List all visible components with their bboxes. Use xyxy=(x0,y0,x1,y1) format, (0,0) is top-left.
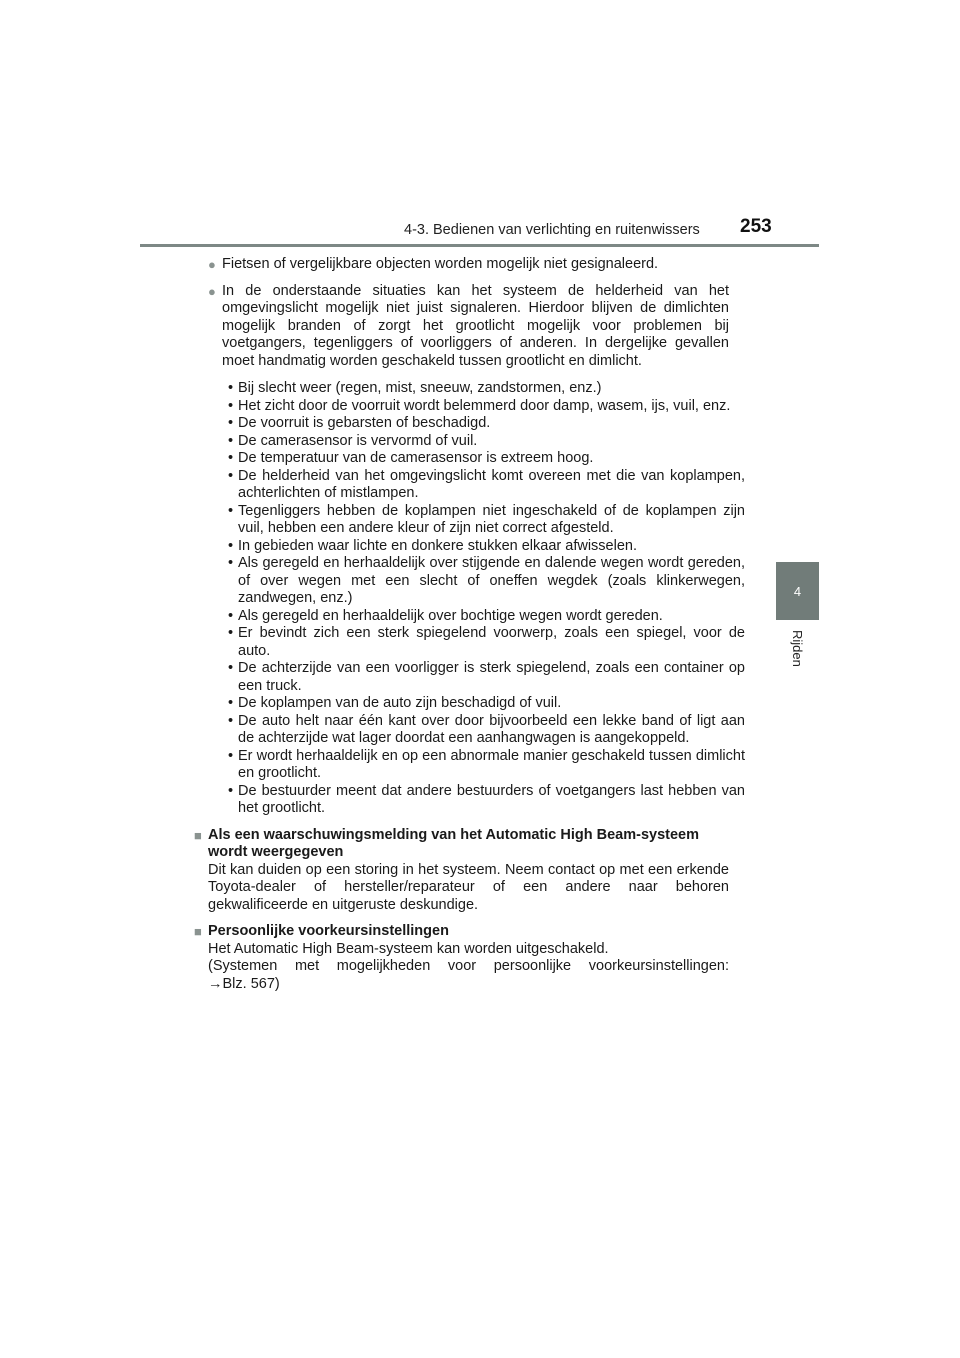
chapter-number: 4 xyxy=(793,583,802,599)
bullet-item xyxy=(192,283,729,371)
chapter-tab[interactable] xyxy=(776,562,819,620)
list-item: • In gebieden waar lichte en donkere stukken elkaar afwisselen. xyxy=(228,537,637,554)
list-item: • Bij slecht weer (regen, mist, sneeuw, zandstormen, enz.) xyxy=(228,380,602,396)
list-item: • De koplampen van de auto zijn beschadigd of vuil. xyxy=(228,695,562,711)
list-item: • De bestuurder meent dat andere bestuurders of voetgangers last hebben van het grootlicht. xyxy=(228,782,745,816)
section-warning xyxy=(192,827,729,915)
section-body: Dit kan duiden op een storing in het systeem. Neem contact op met een erkende Toyota-dealer of hersteller/reparateur of een andere naar behoren gekwalificeerde en uitgeruste deskundige. xyxy=(208,861,729,913)
page-reference-link[interactable]: →Blz. 567) xyxy=(208,975,280,992)
list-item: • Het zicht door de voorruit wordt belemmerd door damp, wasem, ijs, vuil, enz. xyxy=(228,397,731,414)
section-body: Het Automatic High Beam-systeem kan worden uitgeschakeld. xyxy=(208,940,609,957)
square-bullet-icon: ■ xyxy=(194,924,202,939)
square-bullet-icon: ■ xyxy=(194,827,202,843)
circle-bullet-icon: ● xyxy=(208,257,216,272)
page-number: 253 xyxy=(740,216,772,237)
chapter-label: Rijden xyxy=(790,630,805,667)
section-heading: Als een waarschuwingsmelding van het Automatic High Beam-systeem wordt weergegeven xyxy=(208,826,699,860)
page-content xyxy=(194,256,745,993)
list-item: • Als geregeld en herhaaldelijk over bochtige wegen wordt gereden. xyxy=(228,607,663,624)
list-item: • De voorruit is gebarsten of beschadigd. xyxy=(228,415,491,431)
list-item: • Als geregeld en herhaaldelijk over stijgende en dalende wegen wordt gereden, of over wegen met een slecht of oneffen wegdek (zoals klinkerwegen, zandwegen, enz.) xyxy=(228,555,745,606)
list-item: • De auto helt naar één kant over door bijvoorbeeld een lekke band of ligt aan de achterzijde wat lager doordat een aanhangwagen is aangekoppeld. xyxy=(228,712,745,746)
list-item: • Er wordt herhaaldelijk en op een abnormale manier geschakeld tussen dimlicht en grootlicht. xyxy=(228,747,745,781)
section-preferences xyxy=(192,923,729,993)
list-item: • De camerasensor is vervormd of vuil. xyxy=(228,432,478,449)
section-title: 4-3. Bedienen van verlichting en ruitenwissers xyxy=(404,222,700,238)
list-item: • De helderheid van het omgevingslicht komt overeen met die van koplampen, achterlichten of mistlampen. xyxy=(228,467,745,501)
circle-bullet-icon: ● xyxy=(208,283,216,299)
section-body-note: (Systemen met mogelijkheden voor persoonlijke voorkeursinstellingen: xyxy=(208,958,729,974)
list-item: • Er bevindt zich een sterk spiegelend voorwerp, zoals een spiegel, voor de auto. xyxy=(228,625,745,659)
list-item: • De achterzijde van een voorligger is sterk spiegelend, zoals een container op een truck. xyxy=(228,660,745,694)
list-item: • Tegenliggers hebben de koplampen niet ingeschakeld of de koplampen zijn vuil, hebben een andere kleur of zijn niet correct afgesteld. xyxy=(228,502,745,536)
bullet-item xyxy=(192,256,729,274)
condition-list xyxy=(208,380,745,818)
header-divider xyxy=(140,244,819,247)
bullet-text: Fietsen of vergelijkbare objecten worden mogelijk niet gesignaleerd. xyxy=(222,256,659,272)
bullet-text: In de onderstaande situaties kan het systeem de helderheid van het omgevingslicht mogelijk niet juist signaleren. Hierdoor blijven de dimlichten mogelijk branden of zorgt het grootlicht mogelijk voor problemen bij voetgangers, tegenliggers of voorliggers of anderen. In dergelijke gevallen moet handmatig worden geschakeld tussen grootlicht en dimlicht. xyxy=(222,282,729,369)
section-heading: Persoonlijke voorkeursinstellingen xyxy=(208,923,449,939)
list-item: • De temperatuur van de camerasensor is extreem hoog. xyxy=(228,450,594,466)
